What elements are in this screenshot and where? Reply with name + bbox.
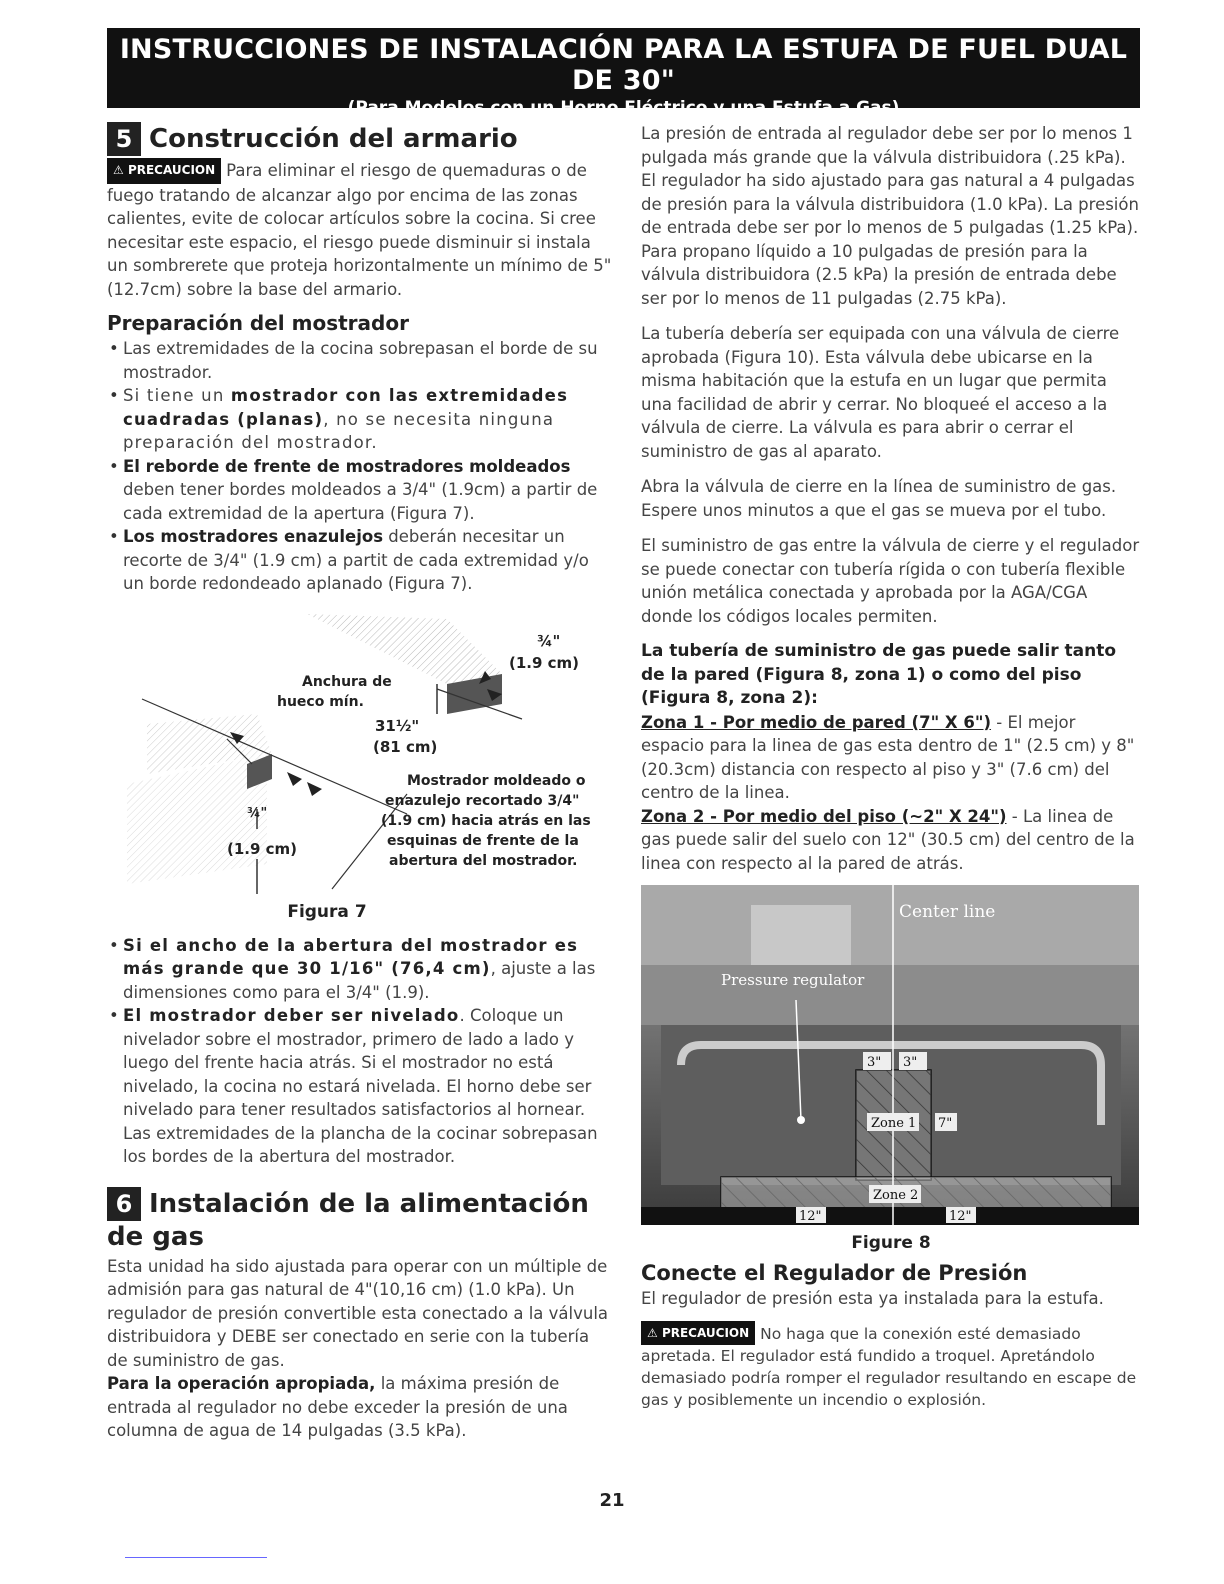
banner-subtitle: (Para Modelos con un Horno Eléctrico y una Estufa a Gas) <box>347 98 900 118</box>
page-banner <box>107 28 1140 118</box>
caution-text: Para eliminar el riesgo de quemaduras o de fuego tratando de alcanzar algo por encima de las zonas calientes, evite de colocar artículos sobre la cocina. Si cree necesitar este espacio, el riesgo puede disminuir si instala un sombrerete que proteja horizontalmente un mínimo de 5" (12.7cm) sobre la base del armario. <box>107 161 612 299</box>
pressure-paragraph: La presión de entrada al regulador debe ser por lo menos 1 pulgada más grande que la válvula distribuidora (.25 kPa). El regulador ha sido ajustado para gas natural a 4 pulgadas de presión para la válvula distribuidora (1.0 kPa). La presión de entrada debe ser por lo menos de 5 pulgadas (1.25 kPa). Para propano líquido a 10 pulgadas de presión para la válvula distribuidora (2.5 kPa) la presión de entrada debe ser por lo menos de 11 pulgadas (2.75 kPa). <box>641 124 1139 308</box>
dim-left-cm: (1.9 cm) <box>227 839 298 858</box>
zone-1-paragraph: Zona 1 - Por medio de pared (7" X 6") - El mejor espacio para la linea de gas esta dentro de 1" (2.5 cm) y 8" (20.3cm) distancia con respecto al piso y 3" (7.6 cm) del centro de la linea. <box>641 712 1135 802</box>
section-number: 5 <box>107 122 141 156</box>
countertop-diagram <box>107 604 612 934</box>
open-valve-paragraph: Abra la válvula de cierre en la línea de suministro de gas. Espere unos minutos a que el gas se mueva por el tubo. <box>641 477 1117 520</box>
svg-text:esquinas de frente de la: esquinas de frente de la <box>387 832 579 849</box>
svg-text:enazulejo recortado 3/4": enazulejo recortado 3/4" <box>385 792 580 809</box>
figure-7 <box>107 604 612 934</box>
caution-badge: ⚠ PRECAUCION <box>641 1321 755 1345</box>
section-number: 6 <box>107 1187 141 1221</box>
list-item: • El mostrador deber ser nivelado. Coloque un nivelador sobre el mostrador, primero de lado a lado y luego del frente hacia atrás. Si el mostrador no está nivelado, la cocina no estará nivelada. El horno debe ser nivelado para tener resultados satisfactorios al hornear. Las extremidades de la plancha de la cocinar sobrepasan los bordes de la abertura del mostrador. <box>107 1004 612 1169</box>
bullet-list <box>107 337 612 596</box>
conecte-heading: Conecte el Regulador de Presión <box>641 1261 1028 1285</box>
dim-12-left: 12" <box>799 1209 822 1224</box>
list-item: • Si tiene un mostrador con las extremidades cuadradas (planas), no se necesita ninguna preparación del mostrador. <box>107 384 612 455</box>
list-item: • Si el ancho de la abertura del mostrador es más grande que 30 1/16" (76,4 cm), ajuste a las dimensiones como para el 3/4" (1.9). <box>107 934 612 1005</box>
dim-top: ¾" <box>537 631 561 650</box>
right-column <box>641 122 1141 1411</box>
conecte-text: El regulador de presión esta ya instalada para la estufa. <box>641 1289 1104 1308</box>
dim-12-right: 12" <box>949 1209 972 1224</box>
list-item: • Los mostradores enazulejos deberán necesitar un recorte de 3/4" (1.9 cm) a partit de cada extremidad y/o un borde redondeado aplanado (Figura 7). <box>107 525 612 596</box>
dim-main-cm: (81 cm) <box>373 737 438 756</box>
left-column <box>107 118 612 1443</box>
pressure-regulator-label: Pressure regulator <box>721 971 865 989</box>
section-5-heading <box>107 122 612 156</box>
valve-paragraph: La tubería debería ser equipada con una válvula de cierre aprobada (Figura 10). Esta válvula debe ubicarse en la misma habitación que la estufa en un lugar que permita una facilidad de abrir y cerrar. No bloqueé el acceso a la válvula de cierre. La válvula es para abrir o cerrar el suministro de gas al aparato. <box>641 324 1120 461</box>
dim-3-right: 3" <box>903 1055 918 1070</box>
svg-text:Mostrador moldeado o: Mostrador moldeado o <box>407 772 586 789</box>
label-width-1: Anchura de <box>302 673 392 690</box>
center-line-label: Center line <box>899 902 996 922</box>
dim-top-cm: (1.9 cm) <box>509 653 580 672</box>
page-number: 21 <box>599 1490 625 1511</box>
caution-paragraph-2: ⚠ PRECAUCION No haga que la conexión esté demasiado apretada. El regulador está fundido a troquel. Apretándolo demasiado podría romper el regulador resultando en escape de gas y posiblemente un incendio o explosión. <box>641 1321 1141 1411</box>
figure-8-photo <box>641 885 1139 1225</box>
caution-paragraph <box>107 158 612 301</box>
zone-2-label: Zone 2 <box>873 1188 919 1203</box>
section-6-paragraph-2: Para la operación apropiada, la máxima presión de entrada al regulador no debe exceder la presión de una columna de agua de 14 pulgadas (3.5 kPa). <box>107 1374 568 1440</box>
figure-8-caption: Figure 8 <box>851 1233 931 1253</box>
section-title: Construcción del armario <box>149 124 518 154</box>
footer-rule <box>125 1557 267 1558</box>
subsection-title: Preparación del mostrador <box>107 311 409 335</box>
svg-text:(1.9 cm) hacia atrás en las: (1.9 cm) hacia atrás en las <box>381 812 591 829</box>
caution-badge: ⚠ PRECAUCION <box>107 158 221 184</box>
dim-main: 31½" <box>375 716 420 735</box>
supply-paragraph: El suministro de gas entre la válvula de cierre y el regulador se puede conectar con tubería rígida o con tubería flexible unión metálica conectada y aprobada por la AGA/CGA donde los códigos locales permiten. <box>641 536 1140 626</box>
zone-1-label: Zone 1 <box>871 1116 917 1131</box>
list-item: • El reborde de frente de mostradores moldeados deben tener bordes moldeados a 3/4" (1.9cm) a partir de cada extremidad de la apertura (Figura 7). <box>107 455 612 526</box>
section-title: Instalación de la alimentación de gas <box>107 1188 589 1252</box>
svg-text:abertura del mostrador.: abertura del mostrador. <box>389 852 578 869</box>
list-item: • Las extremidades de la cocina sobrepasan el borde de su mostrador. <box>107 337 612 384</box>
dim-left: ¾" <box>247 805 268 821</box>
label-width-2: hueco mín. <box>277 693 364 710</box>
dim-7: 7" <box>938 1116 953 1131</box>
dim-3-left: 3" <box>867 1055 882 1070</box>
section-6-heading <box>107 1187 612 1253</box>
bullet-list-2 <box>107 934 612 1169</box>
zone-2-paragraph: Zona 2 - Por medio del piso (~2" X 24") - La linea de gas puede salir del suelo con 12" (30.5 cm) del centro de la linea con respecto al la pared de atrás. <box>641 806 1135 873</box>
figure-7-caption: Figura 7 <box>287 901 367 922</box>
supply-location-heading: La tubería de suministro de gas puede salir tanto de la pared (Figura 8, zona 1) o como del piso (Figura 8, zona 2): <box>641 641 1117 708</box>
section-6-paragraph: Esta unidad ha sido ajustada para operar con un múltiple de admisión para gas natural de 4"(10,16 cm) (1.0 kPa). Un regulador de presión convertible esta conectado a la válvula distribuidora y DEBE ser conectado en serie con la tubería de suministro de gas. <box>107 1256 609 1370</box>
banner-title: INSTRUCCIONES DE INSTALACIÓN PARA LA ESTUFA DE FUEL DUAL DE 30" <box>119 34 1128 96</box>
